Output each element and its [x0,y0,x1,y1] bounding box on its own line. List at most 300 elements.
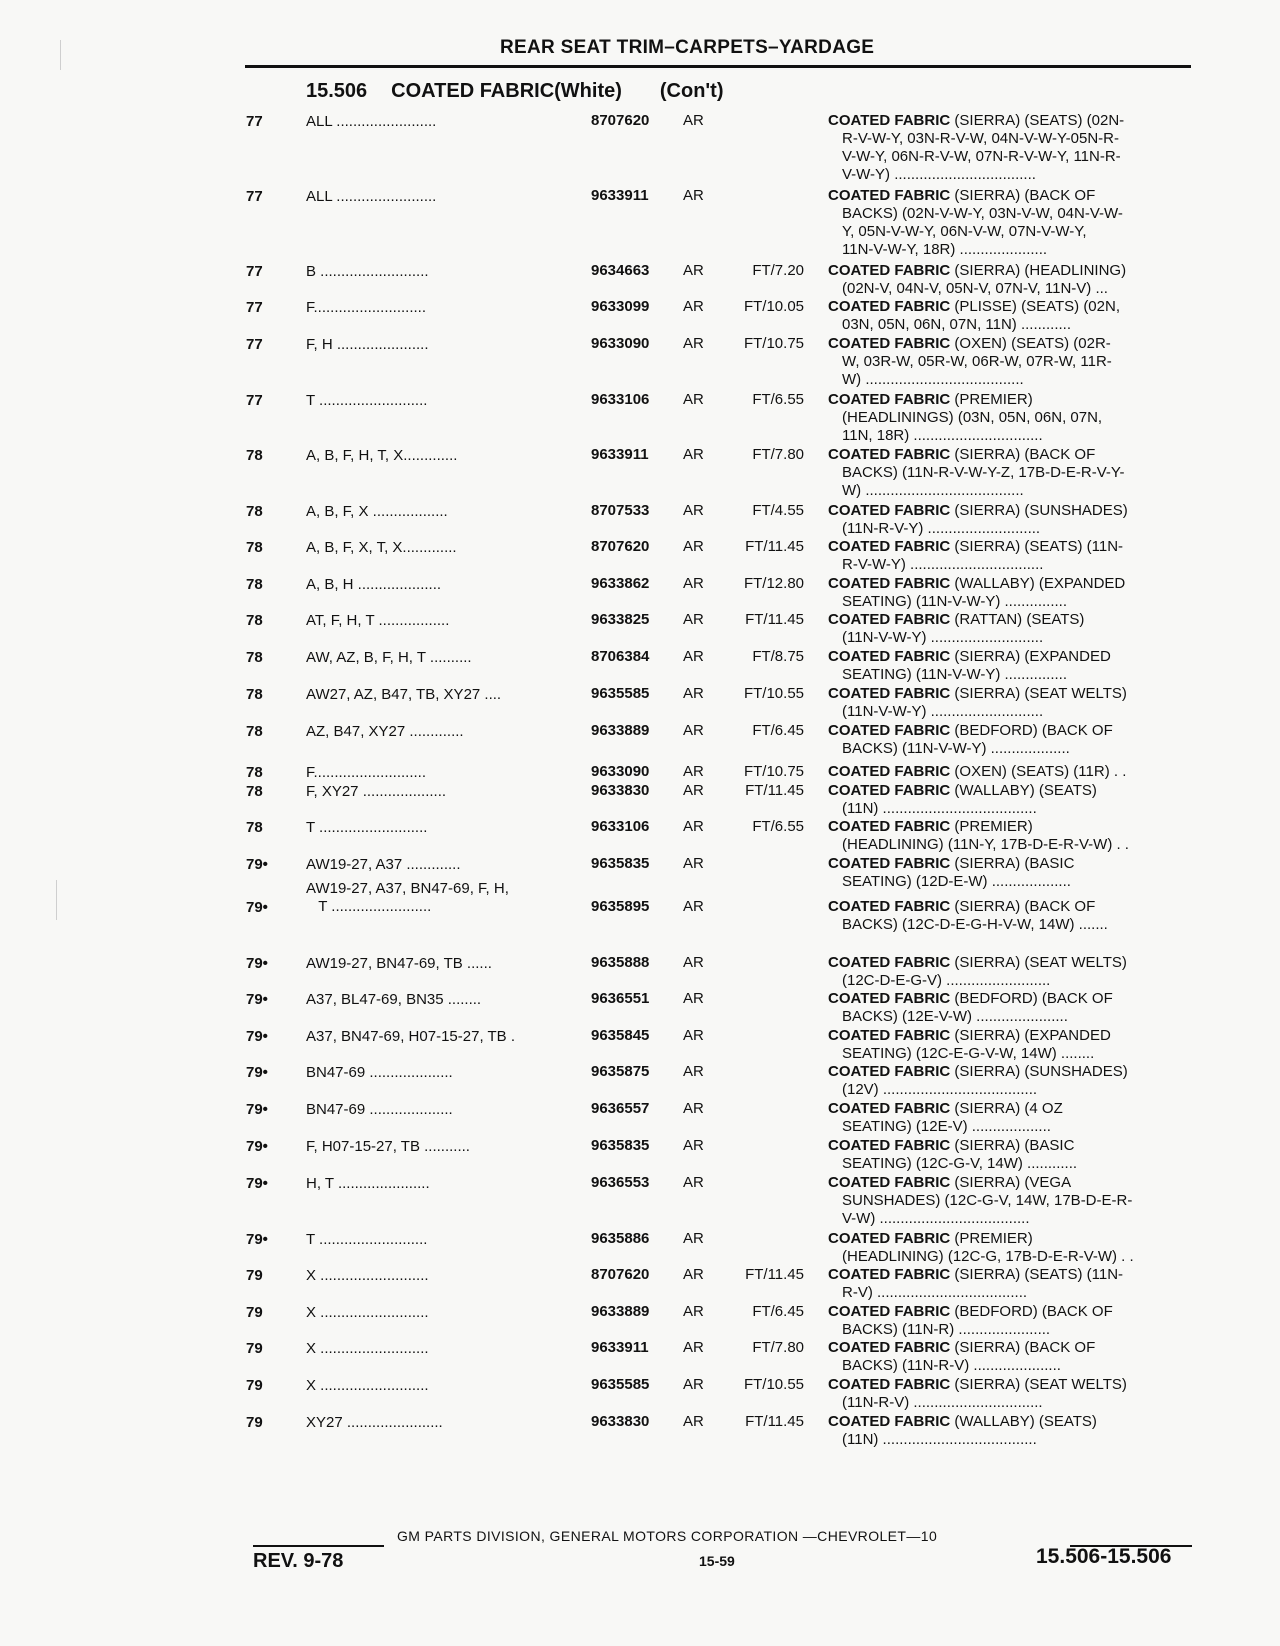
description-line: (HEADLINING) (11N-Y, 17B-D-E-R-V-W) . . [842,836,1129,853]
part-description [828,1376,1190,1412]
part-number: 9635888 [591,954,650,971]
description-text: (SIERRA) (BACK OF [950,446,1096,463]
model-year: 78 [246,612,263,629]
description-line [828,685,1190,703]
part-description [828,1063,1190,1099]
description-line: (02N-V, 04N-V, 05N-V, 07N-V, 11N-V) ... [842,280,1108,297]
quantity: AR [683,1230,704,1247]
description-line [828,648,1190,666]
unit-price: FT/6.55 [752,818,804,835]
description-text: (SIERRA) (SUNSHADES) [950,1063,1128,1080]
description-line: SEATING) (12C-E-G-V-W, 14W) ........ [842,1045,1095,1062]
description-text: (SIERRA) (VEGA [950,1174,1072,1191]
unit-price: FT/11.45 [745,538,804,555]
quantity: AR [683,1339,704,1356]
unit-price: FT/6.55 [752,391,804,408]
quantity: AR [683,898,704,915]
description-line: (11N-V-W-Y) ........................... [842,629,1044,646]
model-year: 78 [246,783,263,800]
model-year: 79 [246,1340,263,1357]
description-heading: COATED FABRIC [828,1100,951,1117]
quantity: AR [683,1303,704,1320]
section-name: COATED FABRIC(White) [391,80,622,102]
part-number: 9633911 [591,1339,649,1356]
unit-price: FT/8.75 [752,648,804,665]
description-heading: COATED FABRIC [828,648,951,665]
model-year: 79• [246,1231,268,1248]
part-description [828,1413,1190,1449]
model-codes: AW27, AZ, B47, TB, XY27 .... [306,686,502,703]
quantity: AR [683,1413,704,1430]
part-number: 9636557 [591,1100,650,1117]
description-heading: COATED FABRIC [828,1174,951,1191]
part-number: 9633911 [591,187,649,204]
part-number: 9633099 [591,298,650,315]
unit-price: FT/10.75 [743,335,804,352]
part-number: 9633911 [591,446,649,463]
part-description [828,898,1190,934]
model-codes: BN47-69 .................... [306,1101,453,1118]
description-line [828,1137,1190,1155]
part-description [828,1230,1190,1266]
description-heading: COATED FABRIC [828,685,951,702]
description-line: (11N) ..................................... [842,800,1037,817]
part-number: 9633862 [591,575,650,592]
description-line: W) ...................................... [842,371,1024,388]
description-heading: COATED FABRIC [828,898,951,915]
part-description [828,1027,1190,1063]
model-codes: A, B, H .................... [306,576,442,593]
description-heading: COATED FABRIC [828,1376,951,1393]
description-line [828,782,1190,800]
description-heading: COATED FABRIC [828,855,951,872]
quantity: AR [683,763,704,780]
part-description [828,575,1190,611]
model-codes: AZ, B47, XY27 ............. [306,723,464,740]
part-number: 9635585 [591,685,650,702]
part-description [828,391,1190,445]
part-description [828,262,1190,298]
model-year: 78 [246,447,263,464]
model-year: 77 [246,263,263,280]
page-title: REAR SEAT TRIM–CARPETS–YARDAGE [500,37,875,58]
part-number: 9636553 [591,1174,650,1191]
description-line: BACKS) (02N-V-W-Y, 03N-V-W, 04N-V-W- [842,205,1123,222]
description-line: 11N, 18R) ............................... [842,427,1043,444]
description-line: R-V-W-Y) ................................ [842,556,1044,573]
part-description [828,1339,1190,1375]
part-description [828,954,1190,990]
description-text: (SIERRA) (SEAT WELTS) [950,685,1127,702]
description-line [828,391,1190,409]
model-year: 78 [246,649,263,666]
model-codes: T .......................... [306,392,428,409]
description-line [828,722,1190,740]
model-codes: ALL ........................ [306,113,437,130]
part-description [828,298,1190,334]
description-line: (12V) ..................................... [842,1081,1038,1098]
description-line: (11N-R-V-Y) ........................... [842,520,1041,537]
quantity: AR [683,298,704,315]
model-codes: T .......................... [306,819,428,836]
model-codes: AW19-27, A37 ............. [306,856,461,873]
model-codes: AW19-27, BN47-69, TB ...... [306,955,492,972]
part-number: 9633830 [591,782,650,799]
model-codes: AW, AZ, B, F, H, T .......... [306,649,472,666]
description-line [828,538,1190,556]
model-year: 79• [246,899,268,916]
description-line [828,575,1190,593]
description-text: (SIERRA) (SEATS) (02N- [950,112,1125,129]
description-text: (SIERRA) (SUNSHADES) [950,502,1128,519]
description-line: 11N-V-W-Y, 18R) ..................... [842,241,1048,258]
unit-price: FT/10.55 [743,1376,804,1393]
description-line: BACKS) (12E-V-W) ...................... [842,1008,1068,1025]
description-heading: COATED FABRIC [828,1230,951,1247]
model-codes: XY27 ....................... [306,1414,443,1431]
description-heading: COATED FABRIC [828,1339,951,1356]
description-text: (SIERRA) (SEAT WELTS) [950,1376,1127,1393]
part-description [828,112,1190,184]
description-heading: COATED FABRIC [828,763,951,780]
description-heading: COATED FABRIC [828,538,951,555]
description-line: SEATING) (12C-G-V, 14W) ............ [842,1155,1078,1172]
part-description [828,763,1190,781]
description-line: SEATING) (12E-V) ................... [842,1118,1051,1135]
description-line: BACKS) (11N-R) ...................... [842,1321,1051,1338]
model-year: 78 [246,576,263,593]
quantity: AR [683,954,704,971]
quantity: AR [683,1137,704,1154]
unit-price: FT/7.20 [752,262,804,279]
description-line [828,335,1190,353]
part-description [828,648,1190,684]
description-text: (SIERRA) (BACK OF [950,1339,1096,1356]
description-heading: COATED FABRIC [828,990,951,1007]
description-line [828,1413,1190,1431]
description-heading: COATED FABRIC [828,722,951,739]
description-heading: COATED FABRIC [828,611,951,628]
description-line [828,855,1190,873]
model-codes: F, XY27 .................... [306,783,447,800]
model-codes: A37, BN47-69, H07-15-27, TB . [306,1028,516,1045]
description-line [828,1063,1190,1081]
part-number: 8707620 [591,112,650,129]
description-heading: COATED FABRIC [828,818,951,835]
model-year: 78 [246,503,263,520]
description-heading: COATED FABRIC [828,262,951,279]
part-number: 9635835 [591,1137,650,1154]
description-line: BACKS) (12C-D-E-G-H-V-W, 14W) ....... [842,916,1108,933]
model-year: 79 [246,1377,263,1394]
description-line: (11N-R-V) ............................... [842,1394,1043,1411]
model-codes: H, T ...................... [306,1175,430,1192]
section-range: 15.506-15.506 [1036,1545,1172,1568]
description-heading: COATED FABRIC [828,446,951,463]
description-line: SUNSHADES) (12C-G-V, 14W, 17B-D-E-R- [842,1192,1133,1209]
part-number: 9636551 [591,990,650,1007]
unit-price: FT/10.05 [743,298,804,315]
part-number: 9635895 [591,898,650,915]
part-description [828,1303,1190,1339]
description-line [828,446,1190,464]
model-year: 79 [246,1304,263,1321]
model-codes: B .......................... [306,263,429,280]
model-year: 78 [246,819,263,836]
description-text: (SIERRA) (EXPANDED [950,648,1111,665]
part-number: 8707620 [591,538,650,555]
part-number: 9633830 [591,1413,650,1430]
part-description [828,446,1190,500]
model-year: 79• [246,856,268,873]
quantity: AR [683,538,704,555]
part-description [828,1174,1190,1228]
model-codes: A37, BL47-69, BN35 ........ [306,991,482,1008]
quantity: AR [683,722,704,739]
description-line [828,112,1190,130]
quantity: AR [683,575,704,592]
description-line: Y, 05N-V-W-Y, 06N-V-W, 07N-V-W-Y, [842,223,1087,240]
description-line: V-W-Y) .................................. [842,166,1036,183]
quantity: AR [683,855,704,872]
description-line: W) ...................................... [842,482,1024,499]
part-description [828,1266,1190,1302]
description-line [828,954,1190,972]
unit-price: FT/10.75 [743,763,804,780]
description-line: (12C-D-E-G-V) ......................... [842,972,1051,989]
description-text: (WALLABY) (SEATS) [950,782,1097,799]
part-description [828,685,1190,721]
description-heading: COATED FABRIC [828,1413,951,1430]
unit-price: FT/6.45 [752,722,804,739]
quantity: AR [683,990,704,1007]
description-heading: COATED FABRIC [828,1137,951,1154]
quantity: AR [683,648,704,665]
quantity: AR [683,818,704,835]
description-text: (SIERRA) (SEAT WELTS) [950,954,1127,971]
part-number: 9633106 [591,391,650,408]
description-text: (PLISSE) (SEATS) (02N, [950,298,1120,315]
unit-price: FT/6.45 [752,1303,804,1320]
part-description [828,855,1190,891]
description-text: (SIERRA) (4 OZ [950,1100,1063,1117]
description-heading: COATED FABRIC [828,391,951,408]
unit-price: FT/12.80 [743,575,804,592]
description-heading: COATED FABRIC [828,298,951,315]
model-codes: F........................... [306,764,427,781]
quantity: AR [683,187,704,204]
model-codes: F........................... [306,299,427,316]
model-codes: AT, F, H, T ................. [306,612,450,629]
description-line [828,1027,1190,1045]
part-number: 9633090 [591,763,650,780]
model-codes: F, H ...................... [306,336,429,353]
unit-price: FT/11.45 [745,611,804,628]
description-line [828,1100,1190,1118]
description-text: (BEDFORD) (BACK OF [950,1303,1113,1320]
quantity: AR [683,685,704,702]
description-line [828,611,1190,629]
model-year: 79• [246,1064,268,1081]
description-line: SEATING) (11N-V-W-Y) ............... [842,593,1068,610]
revision-label: REV. 9-78 [253,1550,344,1572]
description-line: SEATING) (11N-V-W-Y) ............... [842,666,1068,683]
description-text: (PREMIER) [950,818,1033,835]
description-line: (11N) ..................................... [842,1431,1037,1448]
quantity: AR [683,1376,704,1393]
model-codes: A, B, F, X, T, X............. [306,539,457,556]
description-text: (SIERRA) (SEATS) (11N- [950,538,1124,555]
part-description [828,1137,1190,1173]
description-line [828,1303,1190,1321]
model-year: 79• [246,1101,268,1118]
model-codes: F, H07-15-27, TB ........... [306,1138,470,1155]
description-line: BACKS) (11N-V-W-Y) ................... [842,740,1070,757]
description-text: (SIERRA) (BASIC [950,1137,1075,1154]
part-number: 8707533 [591,502,650,519]
part-number: 9635845 [591,1027,650,1044]
model-codes: AW19-27, A37, BN47-69, F, H, T ........................ [306,880,509,915]
part-description [828,611,1190,647]
quantity: AR [683,335,704,352]
description-text: (RATTAN) (SEATS) [950,611,1085,628]
quantity: AR [683,262,704,279]
description-line: (HEADLINING) (12C-G, 17B-D-E-R-V-W) . . [842,1248,1134,1265]
description-heading: COATED FABRIC [828,1266,951,1283]
model-codes: X .......................... [306,1304,429,1321]
model-codes: BN47-69 .................... [306,1064,453,1081]
part-number: 9635886 [591,1230,650,1247]
section-continued: (Con't) [659,80,724,102]
model-year: 79• [246,955,268,972]
description-heading: COATED FABRIC [828,575,951,592]
quantity: AR [683,782,704,799]
description-text: (SIERRA) (EXPANDED [950,1027,1111,1044]
part-description [828,502,1190,538]
description-line: 03N, 05N, 06N, 07N, 11N) ............ [842,316,1071,333]
part-number: 9634663 [591,262,650,279]
description-text: (SIERRA) (BASIC [950,855,1075,872]
part-number: 8707620 [591,1266,650,1283]
quantity: AR [683,502,704,519]
part-number: 8706384 [591,648,650,665]
model-year: 79• [246,1028,268,1045]
model-year: 77 [246,113,263,130]
model-year: 77 [246,392,263,409]
model-year: 79• [246,1175,268,1192]
model-codes: X .......................... [306,1340,429,1357]
description-heading: COATED FABRIC [828,502,951,519]
part-number: 9635835 [591,855,650,872]
description-line: (HEADLININGS) (03N, 05N, 06N, 07N, [842,409,1103,426]
unit-price: FT/10.55 [743,685,804,702]
footer-rule [253,1545,384,1547]
description-text: (BEDFORD) (BACK OF [950,722,1113,739]
description-line [828,262,1190,280]
model-codes: T .......................... [306,1231,428,1248]
part-description [828,818,1190,854]
description-text: (SIERRA) (HEADLINING) [950,262,1127,279]
description-text: (SIERRA) (BACK OF [950,187,1096,204]
description-line [828,1266,1190,1284]
description-heading: COATED FABRIC [828,1063,951,1080]
description-heading: COATED FABRIC [828,1303,951,1320]
description-line [828,763,1190,781]
part-number: 9633889 [591,1303,650,1320]
model-codes: A, B, F, X .................. [306,503,448,520]
part-description [828,1100,1190,1136]
description-line [828,1339,1190,1357]
model-year: 77 [246,336,263,353]
part-description [828,538,1190,574]
part-description [828,782,1190,818]
model-year: 79 [246,1267,263,1284]
unit-price: FT/7.80 [752,446,804,463]
description-heading: COATED FABRIC [828,954,951,971]
page-number: 15-59 [699,1553,735,1569]
description-heading: COATED FABRIC [828,187,951,204]
unit-price: FT/4.55 [752,502,804,519]
description-text: (SIERRA) (BACK OF [950,898,1096,915]
description-text: (OXEN) (SEATS) (02R- [950,335,1111,352]
unit-price: FT/11.45 [745,1266,804,1283]
model-year: 78 [246,686,263,703]
description-line: SEATING) (12D-E-W) ................... [842,873,1071,890]
part-number: 9633825 [591,611,650,628]
description-line: V-W) .................................... [842,1210,1030,1227]
model-year: 79• [246,991,268,1008]
description-line [828,990,1190,1008]
description-line [828,502,1190,520]
description-heading: COATED FABRIC [828,335,951,352]
unit-price: FT/7.80 [752,1339,804,1356]
description-line [828,298,1190,316]
section-number: 15.506 [306,80,368,102]
description-line: BACKS) (11N-R-V) ..................... [842,1357,1061,1374]
quantity: AR [683,112,704,129]
description-heading: COATED FABRIC [828,112,951,129]
model-codes: X .......................... [306,1267,429,1284]
description-text: (WALLABY) (EXPANDED [950,575,1126,592]
part-description [828,722,1190,758]
description-line [828,187,1190,205]
description-line [828,1230,1190,1248]
description-heading: COATED FABRIC [828,1027,951,1044]
description-text: (OXEN) (SEATS) (11R) . . [950,763,1127,780]
footer-corporation: GM PARTS DIVISION, GENERAL MOTORS CORPORATION —CHEVROLET—10 [397,1528,938,1544]
quantity: AR [683,1063,704,1080]
description-line [828,818,1190,836]
part-number: 9633090 [591,335,650,352]
unit-price: FT/11.45 [745,782,804,799]
description-line: (11N-V-W-Y) ........................... [842,703,1044,720]
model-year: 78 [246,539,263,556]
description-line: V-W-Y, 06N-R-V-W, 07N-R-V-W-Y, 11N-R- [842,148,1121,165]
quantity: AR [683,1266,704,1283]
model-codes: X .......................... [306,1377,429,1394]
description-text: (BEDFORD) (BACK OF [950,990,1113,1007]
quantity: AR [683,1100,704,1117]
description-line [828,898,1190,916]
model-year: 79 [246,1414,263,1431]
model-codes: ALL ........................ [306,188,437,205]
model-year: 79• [246,1138,268,1155]
part-description [828,187,1190,259]
model-year: 78 [246,764,263,781]
description-text: (SIERRA) (SEATS) (11N- [950,1266,1124,1283]
quantity: AR [683,1174,704,1191]
quantity: AR [683,391,704,408]
